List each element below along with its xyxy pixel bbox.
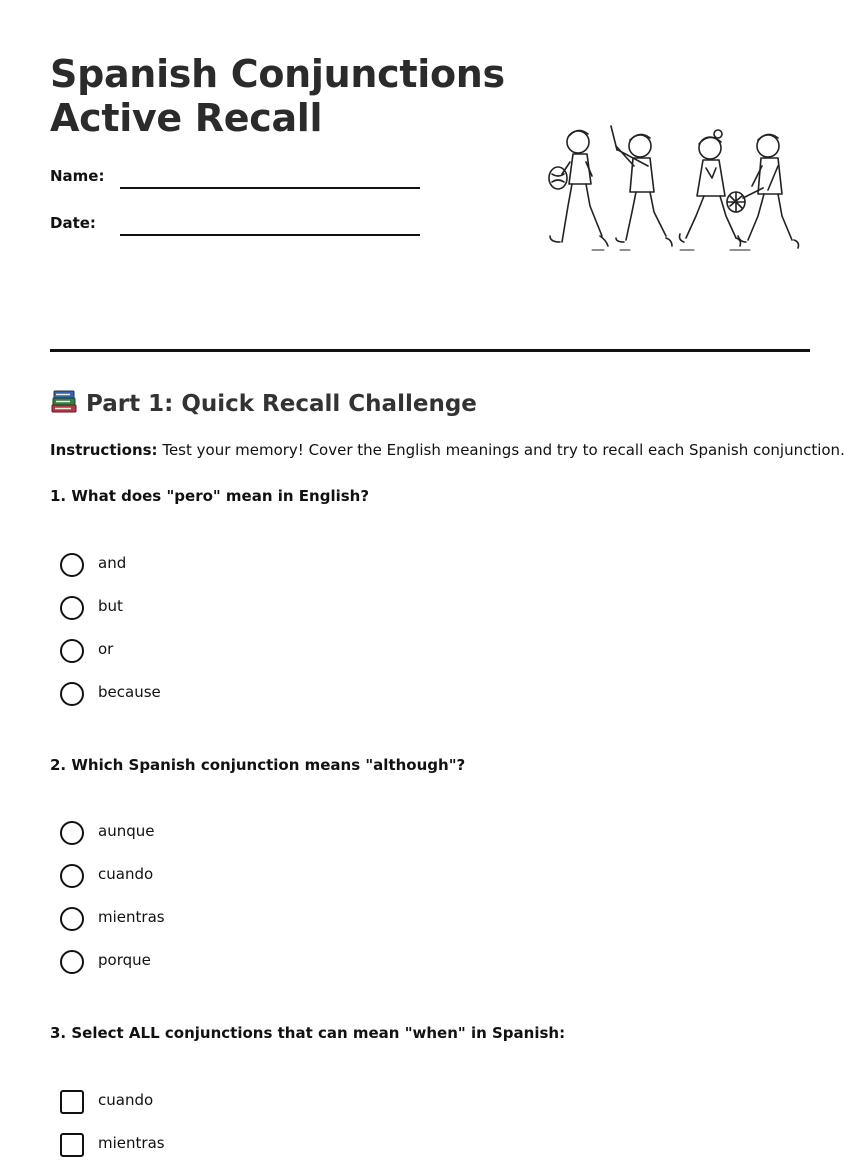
radio-button[interactable] [60, 821, 84, 845]
option-label: or [98, 640, 114, 658]
question-1: 1. What does "pero" mean in English? [50, 487, 370, 505]
radio-button[interactable] [60, 864, 84, 888]
option-label: and [98, 554, 127, 572]
section-divider [50, 349, 810, 352]
option-label: because [98, 683, 161, 701]
kid-with-ball-figure [549, 130, 608, 246]
instructions-text: Test your memory! Cover the English meanings and try to recall each Spanish conjunction. [157, 441, 845, 459]
checkbox[interactable] [60, 1133, 84, 1157]
radio-button[interactable] [60, 596, 84, 620]
option-label: aunque [98, 822, 155, 840]
radio-button[interactable] [60, 639, 84, 663]
date-label: Date: [50, 214, 96, 232]
question-3: 3. Select ALL conjunctions that can mean "when" in Spanish: [50, 1024, 566, 1042]
kid-with-racket-figure [727, 134, 799, 248]
option-label: mientras [98, 908, 165, 926]
option-label: cuando [98, 1091, 154, 1109]
checkbox[interactable] [60, 1090, 84, 1114]
title-line-2: Active Recall [50, 96, 323, 140]
part1-title-text: Part 1: Quick Recall Challenge [86, 391, 477, 417]
kid-girl-figure [680, 130, 741, 246]
instructions [50, 441, 845, 459]
radio-button[interactable] [60, 907, 84, 931]
option-label: cuando [98, 865, 154, 883]
date-line[interactable] [120, 234, 420, 236]
kids-playing-sports-illustration [540, 122, 805, 254]
name-line[interactable] [120, 187, 420, 189]
name-label: Name: [50, 167, 105, 185]
books-icon [50, 388, 78, 414]
radio-button[interactable] [60, 553, 84, 577]
option-label: but [98, 597, 123, 615]
option-label: mientras [98, 1134, 165, 1152]
part1-title [50, 388, 477, 417]
title-line-1: Spanish Conjunctions [50, 52, 505, 96]
question-2: 2. Which Spanish conjunction means "although"? [50, 756, 466, 774]
instructions-label: Instructions: [50, 441, 158, 459]
option-label: porque [98, 951, 151, 969]
kid-with-bat-figure [611, 126, 672, 246]
radio-button[interactable] [60, 682, 84, 706]
worksheet-title [50, 52, 505, 140]
radio-button[interactable] [60, 950, 84, 974]
